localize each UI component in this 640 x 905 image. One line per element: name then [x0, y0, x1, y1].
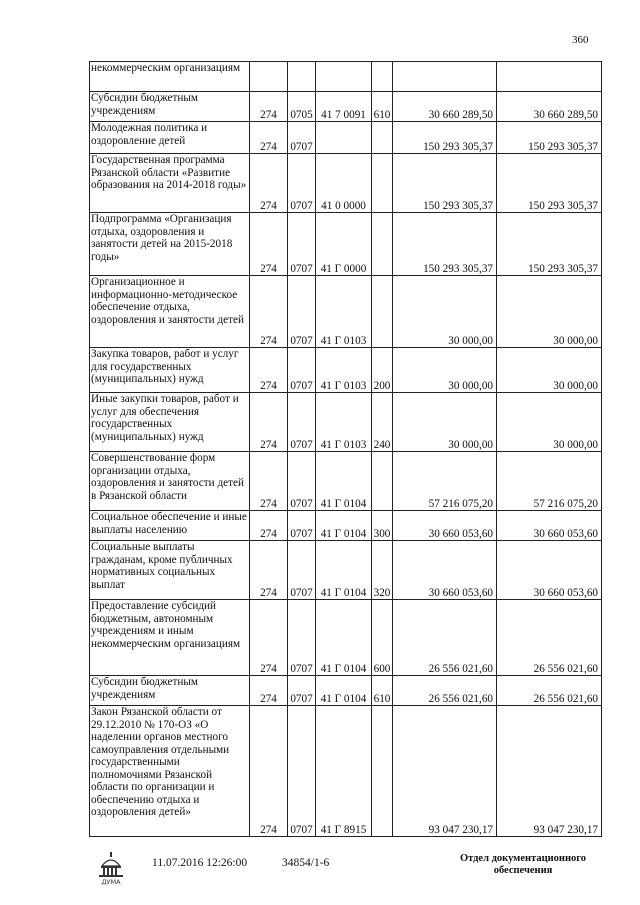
- duma-logo-icon: [96, 852, 126, 886]
- row-name: Субсидии бюджетным учреждениям: [90, 676, 250, 706]
- row-amount-2: 30 000,00: [497, 276, 602, 348]
- row-code-1: 274: [250, 154, 288, 213]
- row-code-1: 274: [250, 600, 288, 676]
- row-code-2: 0707: [288, 154, 316, 213]
- footer-department-line2: обеспечения: [493, 865, 553, 876]
- row-code-3: 41 Г 0104: [316, 452, 372, 511]
- table-row: [90, 122, 602, 154]
- row-code-4: [372, 154, 393, 213]
- row-amount-1: 26 556 021,60: [393, 676, 497, 706]
- row-amount-2: 30 660 053,60: [497, 511, 602, 541]
- row-code-2: 0707: [288, 348, 316, 393]
- row-code-1: 274: [250, 92, 288, 122]
- row-code-1: 274: [250, 276, 288, 348]
- row-name: Предоставление субсидий бюджетным, автономным учреждениям и иным некоммерческим организациям: [90, 600, 250, 676]
- row-code-4: [372, 122, 393, 154]
- row-code-1: 274: [250, 511, 288, 541]
- row-code-2: [288, 62, 316, 92]
- row-amount-1: 30 000,00: [393, 348, 497, 393]
- row-name: Закупка товаров, работ и услуг для государственных (муниципальных) нужд: [90, 348, 250, 393]
- row-amount-1: 26 556 021,60: [393, 600, 497, 676]
- row-code-4: 300: [372, 511, 393, 541]
- row-amount-1: 150 293 305,37: [393, 213, 497, 276]
- row-code-3: 41 Г 0103: [316, 276, 372, 348]
- row-code-1: 274: [250, 452, 288, 511]
- row-amount-2: 93 047 230,17: [497, 706, 602, 837]
- row-code-3: 41 Г 0103: [316, 393, 372, 452]
- row-amount-1: 30 660 289,50: [393, 92, 497, 122]
- row-name: Иные закупки товаров, работ и услуг для обеспечения государственных (муниципальных) нужд: [90, 393, 250, 452]
- table-row: [90, 92, 602, 122]
- row-code-2: 0707: [288, 541, 316, 600]
- table-row: [90, 541, 602, 600]
- row-code-3: [316, 122, 372, 154]
- row-code-2: 0707: [288, 511, 316, 541]
- row-code-4: [372, 62, 393, 92]
- row-code-2: 0707: [288, 122, 316, 154]
- row-code-1: 274: [250, 541, 288, 600]
- row-amount-2: 57 216 075,20: [497, 452, 602, 511]
- row-name: некоммерческим организациям: [90, 62, 250, 92]
- row-code-1: 274: [250, 393, 288, 452]
- row-code-2: 0707: [288, 676, 316, 706]
- row-code-4: 200: [372, 348, 393, 393]
- table-row: [90, 452, 602, 511]
- table-row: [90, 213, 602, 276]
- row-code-3: [316, 62, 372, 92]
- table-row: [90, 511, 602, 541]
- row-code-2: 0707: [288, 393, 316, 452]
- row-amount-2: 30 000,00: [497, 393, 602, 452]
- row-name: Субсидии бюджетным учреждениям: [90, 92, 250, 122]
- row-code-4: 600: [372, 600, 393, 676]
- row-amount-2: [497, 62, 602, 92]
- row-code-4: 610: [372, 92, 393, 122]
- row-name: Подпрограмма «Организация отдыха, оздоровления и занятости детей на 2015-2018 годы»: [90, 213, 250, 276]
- footer-timestamp: 11.07.2016 12:26:00: [152, 857, 248, 869]
- table-row: [90, 393, 602, 452]
- row-code-2: 0707: [288, 600, 316, 676]
- row-amount-2: 150 293 305,37: [497, 122, 602, 154]
- footer-department-line1: Отдел документационного: [459, 853, 587, 864]
- row-code-3: 41 0 0000: [316, 154, 372, 213]
- row-name: Закон Рязанской области от 29.12.2010 № 170-ОЗ «О наделении органов местного самоуправления отдельными государственными полномочиями Рязанской области по организации и обеспечению отдыха и оздоровления детей»: [90, 706, 250, 837]
- row-code-2: 0707: [288, 452, 316, 511]
- row-name: Молодежная политика и оздоровление детей: [90, 122, 250, 154]
- row-code-3: 41 Г 8915: [316, 706, 372, 837]
- row-code-1: [250, 62, 288, 92]
- row-amount-2: 30 660 289,50: [497, 92, 602, 122]
- row-name: Организационное и информационно-методическое обеспечение отдыха, оздоровления и занятости детей: [90, 276, 250, 348]
- row-code-2: 0707: [288, 213, 316, 276]
- row-name: Государственная программа Рязанской области «Развитие образования на 2014-2018 годы»: [90, 154, 250, 213]
- table-row: [90, 62, 602, 92]
- row-code-4: 240: [372, 393, 393, 452]
- logo-text: ДУМА: [101, 878, 121, 886]
- row-code-2: 0707: [288, 276, 316, 348]
- row-code-1: 274: [250, 706, 288, 837]
- row-code-1: 274: [250, 122, 288, 154]
- row-code-4: 320: [372, 541, 393, 600]
- budget-table: [89, 61, 602, 837]
- row-code-3: 41 Г 0000: [316, 213, 372, 276]
- row-code-1: 274: [250, 348, 288, 393]
- row-code-1: 274: [250, 213, 288, 276]
- row-code-3: 41 Г 0103: [316, 348, 372, 393]
- row-code-2: 0707: [288, 706, 316, 837]
- row-name: Социальные выплаты гражданам, кроме публичных нормативных социальных выплат: [90, 541, 250, 600]
- row-code-4: [372, 452, 393, 511]
- row-amount-1: 30 000,00: [393, 276, 497, 348]
- row-amount-1: 30 000,00: [393, 393, 497, 452]
- row-code-4: [372, 706, 393, 837]
- row-code-2: 0705: [288, 92, 316, 122]
- page-footer: [0, 852, 640, 902]
- row-code-3: 41 Г 0104: [316, 511, 372, 541]
- footer-doc-number: 34854/1-6: [282, 857, 330, 869]
- row-amount-1: 57 216 075,20: [393, 452, 497, 511]
- row-code-4: 610: [372, 676, 393, 706]
- row-amount-1: 30 660 053,60: [393, 511, 497, 541]
- row-amount-2: 26 556 021,60: [497, 676, 602, 706]
- table-row: [90, 676, 602, 706]
- row-amount-1: 150 293 305,37: [393, 122, 497, 154]
- row-name: Социальное обеспечение и иные выплаты населению: [90, 511, 250, 541]
- row-code-4: [372, 213, 393, 276]
- row-amount-2: 30 000,00: [497, 348, 602, 393]
- row-code-3: 41 Г 0104: [316, 541, 372, 600]
- row-code-4: [372, 276, 393, 348]
- row-amount-1: [393, 62, 497, 92]
- table-row: [90, 348, 602, 393]
- row-name: Совершенствование форм организации отдыха, оздоровления и занятости детей в Рязанской области: [90, 452, 250, 511]
- table-row: [90, 276, 602, 348]
- row-code-3: 41 Г 0104: [316, 600, 372, 676]
- row-amount-2: 26 556 021,60: [497, 600, 602, 676]
- page-number: 360: [572, 34, 589, 46]
- row-amount-2: 150 293 305,37: [497, 213, 602, 276]
- footer-department: [448, 853, 598, 877]
- row-amount-1: 93 047 230,17: [393, 706, 497, 837]
- row-code-3: 41 7 0091: [316, 92, 372, 122]
- table-row: [90, 600, 602, 676]
- row-amount-2: 30 660 053,60: [497, 541, 602, 600]
- row-amount-2: 150 293 305,37: [497, 154, 602, 213]
- table-row: [90, 154, 602, 213]
- table-row: [90, 706, 602, 837]
- row-amount-1: 30 660 053,60: [393, 541, 497, 600]
- row-code-1: 274: [250, 676, 288, 706]
- row-code-3: 41 Г 0104: [316, 676, 372, 706]
- row-amount-1: 150 293 305,37: [393, 154, 497, 213]
